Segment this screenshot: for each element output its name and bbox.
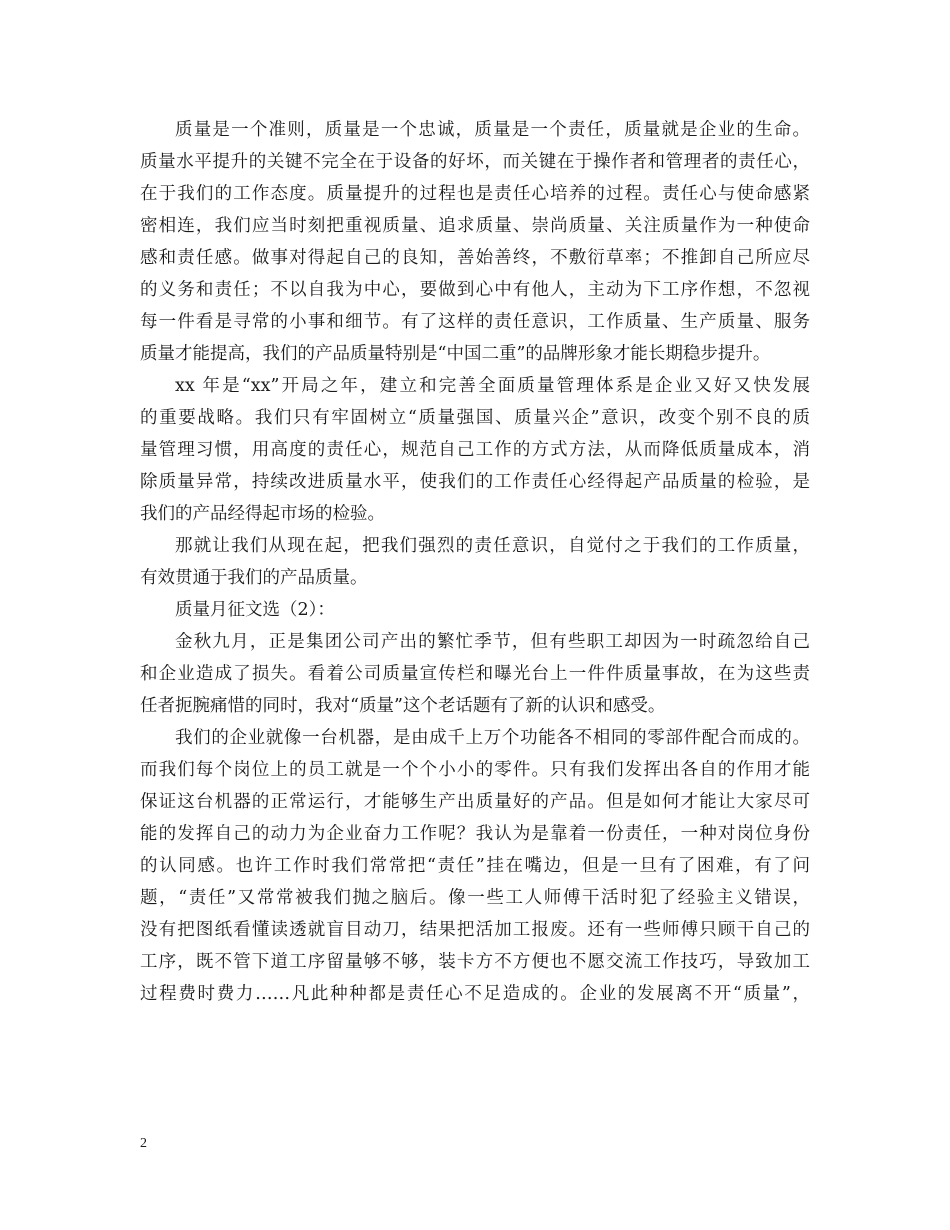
paragraph: [140, 594, 810, 626]
text-line: xx 年是“xx”开局之年，建立和完善全面质量管理体系是企业又好又快发展: [175, 376, 810, 396]
paragraph: [140, 114, 810, 370]
text-line: 质量是一个准则，质量是一个忠诚，质量是一个责任，质量就是企业的生命。: [175, 120, 810, 140]
text-line: 金秋九月，正是集团公司产出的繁忙季节，但有些职工却因为一时疏忽给自己: [175, 632, 810, 652]
text-line: 我们的企业就像一台机器，是由成千上万个功能各不相同的零部件配合而成的。: [175, 728, 810, 748]
text-line: 除质量异常，持续改进质量水平，使我们的工作责任心经得起产品质量的检验，是: [140, 472, 810, 492]
text-line: 没有把图纸看懂读透就盲目动刀，结果把活加工报废。还有一些师傅只顾干自己的: [140, 920, 810, 940]
text-line: 保证这台机器的正常运行，才能够生产出质量好的产品。但是如何才能让大家尽可: [140, 792, 810, 812]
text-line: 和企业造成了损失。看着公司质量宣传栏和曝光台上一件件质量事故，在为这些责: [140, 664, 810, 684]
text-line: 任者扼腕痛惜的同时，我对“质量”这个老话题有了新的认识和感受。: [140, 696, 666, 716]
text-line: 那就让我们从现在起，把我们强烈的责任意识，自觉付之于我们的工作质量，: [175, 536, 810, 556]
text-line: 量管理习惯，用高度的责任心，规范自己工作的方式方法，从而降低质量成本，消: [140, 440, 810, 460]
text-line: 而我们每个岗位上的员工就是一个个小小的零件。只有我们发挥出各自的作用才能: [140, 760, 810, 780]
text-line: 的重要战略。我们只有牢固树立“质量强国、质量兴企”意识，改变个别不良的质: [140, 408, 810, 428]
paragraph: [140, 530, 810, 594]
text-line: 密相连，我们应当时刻把重视质量、追求质量、崇尚质量、关注质量作为一种使命: [140, 216, 810, 236]
text-line: 每一件看是寻常的小事和细节。有了这样的责任意识，工作质量、生产质量、服务: [140, 312, 810, 332]
text-line: 工序，既不管下道工序留量够不够，装卡方不方便也不愿交流工作技巧，导致加工: [140, 952, 810, 972]
paragraph: [140, 370, 810, 530]
paragraph: [140, 722, 810, 1010]
text-line: 质量才能提高，我们的产品质量特别是“中国二重”的品牌形象才能长期稳步提升。: [140, 344, 771, 364]
text-line: 我们的产品经得起市场的检验。: [140, 504, 385, 524]
text-line: 的义务和责任；不以自我为中心，要做到心中有他人，主动为下工序作想，不忽视: [140, 280, 810, 300]
text-line: 的认同感。也许工作时我们常常把“责任”挂在嘴边，但是一旦有了困难，有了问: [140, 856, 810, 876]
text-line: 过程费时费力……凡此种种都是责任心不足造成的。企业的发展离不开“质量”，: [140, 984, 810, 1004]
text-line: 有效贯通于我们的产品质量。: [140, 568, 368, 588]
text-line: 质量月征文选（2）：: [175, 600, 335, 620]
paragraph: [140, 626, 810, 722]
text-line: 题，“责任”又常常被我们抛之脑后。像一些工人师傅干活时犯了经验主义错误，: [140, 888, 810, 908]
text-line: 质量水平提升的关键不完全在于设备的好坏，而关键在于操作者和管理者的责任心，: [140, 152, 810, 172]
text-line: 在于我们的工作态度。质量提升的过程也是责任心培养的过程。责任心与使命感紧: [140, 184, 810, 204]
document-body: [140, 114, 810, 1010]
text-line: 感和责任感。做事对得起自己的良知，善始善终，不敷衍草率；不推卸自己所应尽: [140, 248, 810, 268]
text-line: 能的发挥自己的动力为企业奋力工作呢？我认为是靠着一份责任，一种对岗位身份: [140, 824, 810, 844]
page-number: 2: [140, 1136, 147, 1151]
